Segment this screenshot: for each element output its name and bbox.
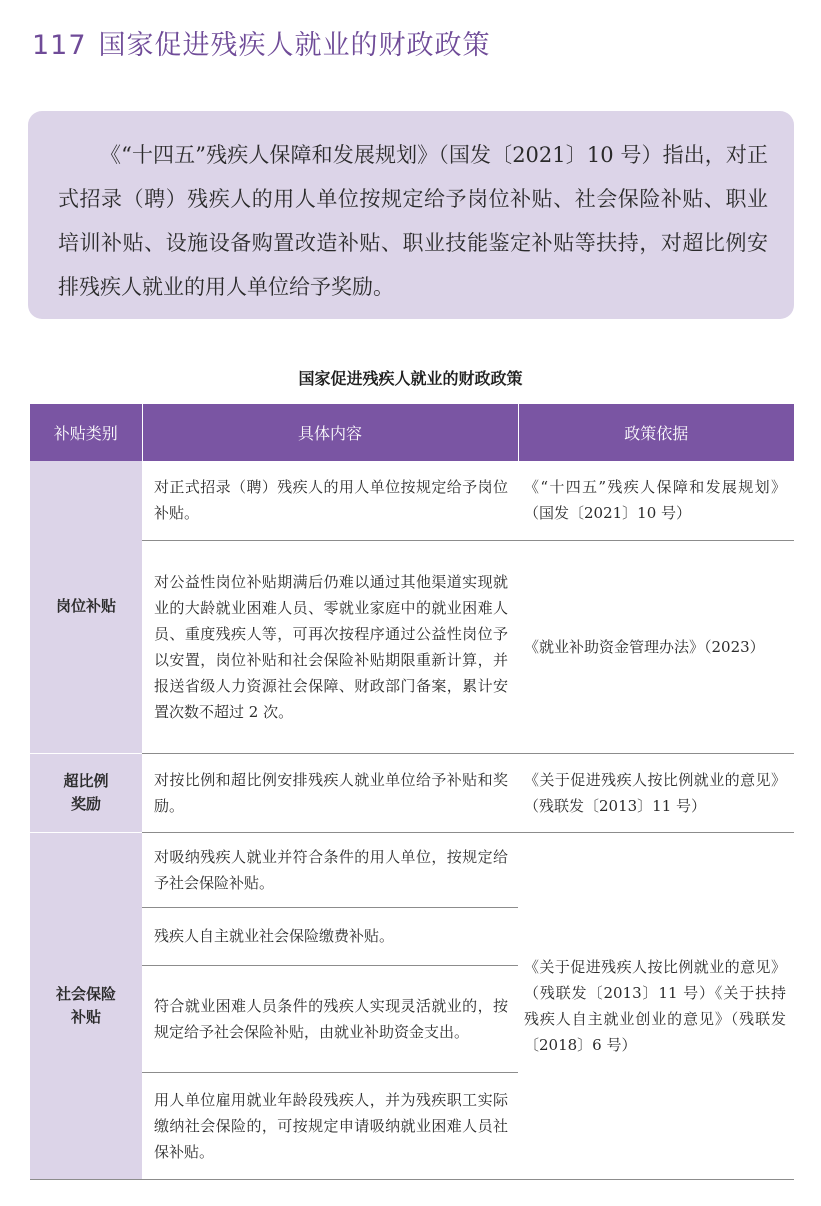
section-title: 国家促进残疾人就业的财政政策 bbox=[98, 30, 491, 61]
basis-cell: 《关于促进残疾人按比例就业的意见》（残联发〔2013〕11 号） bbox=[518, 753, 794, 832]
content-cell: 对按比例和超比例安排残疾人就业单位给予补贴和奖励。 bbox=[142, 753, 518, 832]
summary-text: 《“十四五”残疾人保障和发展规划》（国发〔2021〕10 号）指出，对正式招录（聘）残疾人的用人单位按规定给予岗位补贴、社会保险补贴、职业培训补贴、设施设备购置改造补贴、职业技能鉴定补贴等扶持，对超比例安排残疾人就业的用人单位给予奖励。 bbox=[58, 143, 768, 299]
header-basis: 政策依据 bbox=[518, 404, 794, 461]
content-cell: 对公益性岗位补贴期满后仍难以通过其他渠道实现就业的大龄就业困难人员、零就业家庭中的就业困难人员、重度残疾人等，可再次按程序通过公益性岗位予以安置，岗位补贴和社会保险补贴期限重新计算，并报送省级人力资源社会保障、财政部门备案，累计安置次数不超过 2 次。 bbox=[142, 540, 518, 753]
table-header-row bbox=[30, 404, 794, 461]
basis-cell: 《关于促进残疾人按比例就业的意见》（残联发〔2013〕11 号）《关于扶持残疾人自主就业创业的意见》（残联发〔2018〕6 号） bbox=[518, 832, 794, 1179]
table-title: 国家促进残疾人就业的财政政策 bbox=[298, 369, 523, 388]
table-row bbox=[30, 753, 794, 832]
category-cell bbox=[30, 832, 142, 1179]
basis-cell: 《“十四五”残疾人保障和发展规划》（国发〔2021〕10 号） bbox=[518, 461, 794, 540]
content-cell: 残疾人自主就业社会保险缴费补贴。 bbox=[142, 907, 518, 965]
basis-cell: 《就业补助资金管理办法》（2023） bbox=[518, 540, 794, 753]
summary-box bbox=[28, 111, 794, 319]
table-row bbox=[30, 540, 794, 753]
content-cell: 对正式招录（聘）残疾人的用人单位按规定给予岗位补贴。 bbox=[142, 461, 518, 540]
content-cell: 对吸纳残疾人就业并符合条件的用人单位，按规定给予社会保险补贴。 bbox=[142, 832, 518, 907]
table-row bbox=[30, 832, 794, 907]
content-cell: 用人单位雇用就业年龄段残疾人，并为残疾职工实际缴纳社会保险的，可按规定申请吸纳就业困难人员社保补贴。 bbox=[142, 1072, 518, 1179]
page-title bbox=[32, 24, 491, 68]
category-label: 超比例奖励 bbox=[63, 771, 109, 813]
category-cell bbox=[30, 753, 142, 832]
table-row bbox=[30, 461, 794, 540]
category-cell: 岗位补贴 bbox=[30, 461, 142, 753]
header-content: 具体内容 bbox=[142, 404, 518, 461]
section-number: 117 bbox=[32, 30, 87, 61]
header-category: 补贴类别 bbox=[30, 404, 142, 461]
policy-table bbox=[30, 404, 794, 1180]
category-label: 社会保险补贴 bbox=[55, 984, 116, 1026]
content-cell: 符合就业困难人员条件的残疾人实现灵活就业的，按规定给予社会保险补贴，由就业补助资金支出。 bbox=[142, 965, 518, 1072]
